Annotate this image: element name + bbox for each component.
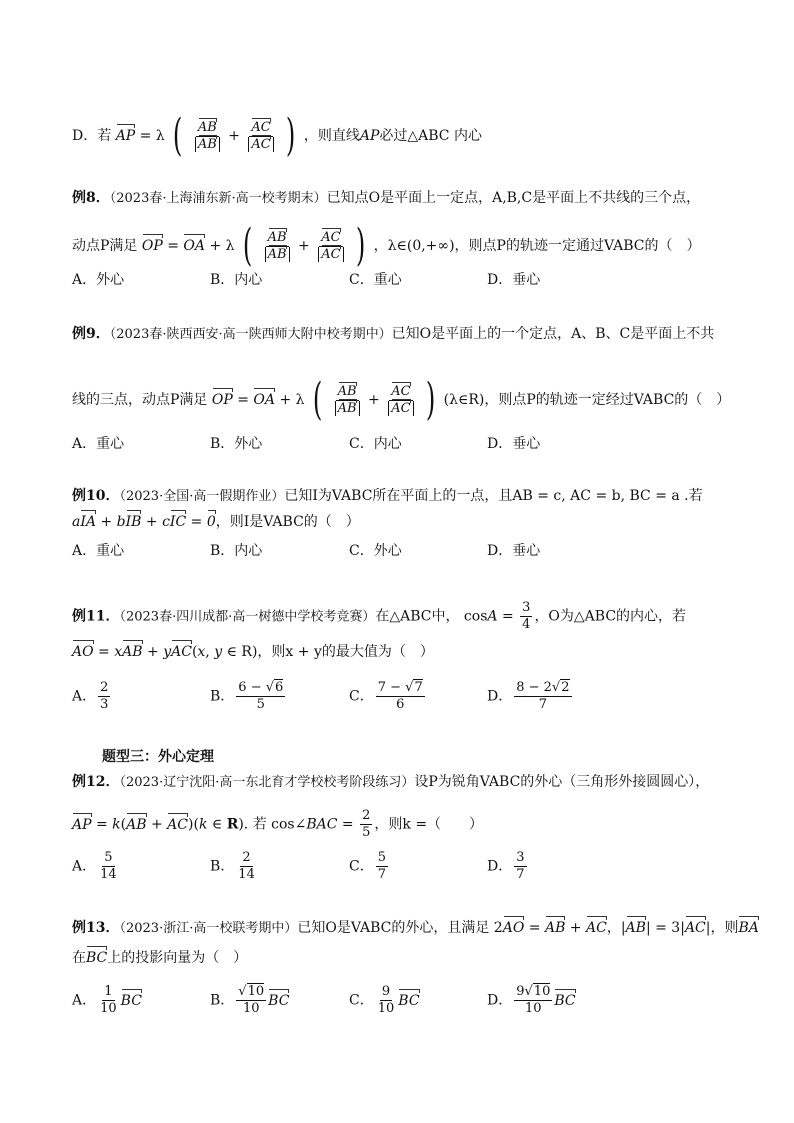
ex8-line2: 动点P满足 OP = OA + λ ( $\frac{AB}{AB}$ + $\frac{AC}{AC}$ ) ，λ∈(0,+∞)，则点P的轨迹一定通过VABC的（ ） xyxy=(72,220,701,271)
ex9-line2: 线的三点，动点P满足 OP = OA + λ ( $\frac{AB}{AB}$ + $\frac{AC}{AC}$ ) (λ∈R)，则点P的轨迹一定经过VABC的（ ） xyxy=(72,374,731,425)
ex11-option-b[interactable]: B． $\frac{6 - √6}{5}$ xyxy=(210,680,284,712)
ex13-option-d[interactable]: D． $\frac{9√10}{10}$ BC xyxy=(487,984,576,1016)
ex8-option-c[interactable]: C．重心 xyxy=(349,272,402,288)
ex10-text2: ，则I是VABC的（ ） xyxy=(215,514,360,530)
option-d-label: D．若 xyxy=(72,128,112,144)
ex11-text1: 在△ABC中， xyxy=(375,608,460,625)
ex9-label: 例9． xyxy=(72,326,110,342)
ex9-option-b[interactable]: B．外心 xyxy=(210,436,263,452)
ex9-option-d[interactable]: D．垂心 xyxy=(487,436,541,452)
ex13-option-a[interactable]: A． $\frac{1}{10}$ BC xyxy=(72,984,142,1016)
ex12-label: 例12． xyxy=(72,774,120,790)
ex13-source: （2023·浙江·高一校联考期中） xyxy=(119,921,298,936)
ex11-line2: AO = xAB + yAC(x, y ∈ R)，则x + y的最大值为（ ） xyxy=(72,644,434,660)
ex10-source: （2023·全国·高一假期作业） xyxy=(119,489,285,504)
ex8-source: （2023春·上海浦东新·高一校考期末） xyxy=(109,191,327,206)
ex12-option-d[interactable]: D． $\frac{3}{7}$ xyxy=(487,850,525,882)
ex10-option-a[interactable]: A．重心 xyxy=(72,543,125,559)
ex13-text1: 已知O是VABC的外心，且满足 xyxy=(297,920,490,936)
option-d-end: 必过△ABC 内心 xyxy=(379,128,482,144)
ex13-label: 例13． xyxy=(72,920,120,936)
ex9-option-c[interactable]: C．内心 xyxy=(349,436,402,452)
math-vector-ap: AP xyxy=(115,128,136,144)
fraction-ab: $\frac{AB}{AB}$ xyxy=(193,120,222,153)
ex8-option-a[interactable]: A．外心 xyxy=(72,272,125,288)
ex8-text2: 动点P满足 xyxy=(72,238,138,254)
ex13-option-b[interactable]: B． $\frac{√10}{10}$ BC xyxy=(210,984,290,1016)
ex11-text1b: ，O为△ABC的内心，若 xyxy=(534,608,687,625)
ex10-line1 xyxy=(72,486,703,507)
ex8-option-b[interactable]: B．内心 xyxy=(210,272,263,288)
option-d-line: D．若 AP = λ ( $\frac{AB}{AB}$ + $\frac{AC}{AC}$ ) ，则直线AP必过△ABC 内心 xyxy=(72,110,482,161)
ex9-line1 xyxy=(72,324,714,345)
line-ap: AP xyxy=(359,128,380,144)
ex9-text2: 线的三点，动点P满足 xyxy=(72,392,208,408)
ex12-text3: ，则k =（ ） xyxy=(374,816,484,833)
ex13-option-c[interactable]: C． $\frac{9}{10}$ BC xyxy=(349,984,420,1016)
ex12-option-c[interactable]: C． $\frac{5}{7}$ xyxy=(349,850,386,882)
ex10-label: 例10． xyxy=(72,488,120,504)
ex11-label: 例11． xyxy=(72,608,120,625)
ex9-text1: 已知O是平面上的一个定点，A、B、C是平面上不共 xyxy=(391,326,715,342)
ex8-label: 例8． xyxy=(72,190,110,206)
ex8-option-d[interactable]: D．垂心 xyxy=(487,272,541,288)
section-heading-type3: 题型三：外心定理 xyxy=(102,749,214,765)
ex12-text2: . 若 xyxy=(243,816,267,833)
ex10-line2: aIA + bIB + cIC = 0，则I是VABC的（ ） xyxy=(72,514,360,530)
ex8-text1: 已知点O是平面上一定点，A,B,C是平面上不共线的三个点， xyxy=(326,190,701,206)
paren-left: ( xyxy=(173,110,183,161)
ex10-option-d[interactable]: D．垂心 xyxy=(487,543,541,559)
ex9-text3: (λ∈R)，则点P的轨迹一定经过VABC的（ ） xyxy=(443,392,731,408)
ex12-text1: 设P为锐角VABC的外心（三角形外接圆圆心）， xyxy=(414,774,710,790)
ex9-option-a[interactable]: A．重心 xyxy=(72,436,125,452)
ex8-text3: ，λ∈(0,+∞)，则点P的轨迹一定通过VABC的（ ） xyxy=(373,238,701,254)
option-d-text: ，则直线 xyxy=(303,128,360,144)
ex10-text1: 已知I为VABC所在平面上的一点，且AB = c, AC = b, BC = a .若 xyxy=(284,488,703,504)
ex11-option-c[interactable]: C． $\frac{7 - √7}{6}$ xyxy=(349,680,423,712)
fraction-ac: $\frac{AC}{AC}$ xyxy=(246,120,275,153)
ex13-text2: 在 xyxy=(72,950,86,966)
ex11-option-d[interactable]: D． $\frac{8 - 2√2}{7}$ xyxy=(487,680,570,712)
ex13-text2b: 上的投影向量为（ ） xyxy=(107,950,248,966)
ex11-line1: 例11．（2023春·四川成都·高一树德中学校考竞赛）在△ABC中， cosA = $\frac{3}{4}$ ，O为△ABC的内心，若 xyxy=(72,600,687,632)
ex12-option-a[interactable]: A． $\frac{5}{14}$ xyxy=(72,850,117,882)
ex13-text1b: ，则 xyxy=(710,920,739,936)
ex11-text2: ，则x + y的最大值为（ ） xyxy=(257,644,434,660)
paren-right: ) xyxy=(286,110,296,161)
ex12-line1 xyxy=(72,772,709,793)
ex10-option-c[interactable]: C．外心 xyxy=(349,543,402,559)
ex11-option-a[interactable]: A． $\frac{2}{3}$ xyxy=(72,680,109,712)
ex12-source: （2023·辽宁沈阳·高一东北育才学校校考阶段练习） xyxy=(119,775,415,790)
ex8-line1 xyxy=(72,188,700,209)
ex12-line2: AP = k(AB + AC)(k ∈ R). 若 cos∠BAC = $\frac{2}{5}$ ，则k =（ ） xyxy=(72,808,484,840)
ex9-source: （2023春·陕西西安·高一陕西师大附中校考期中） xyxy=(109,327,392,342)
ex10-option-b[interactable]: B．内心 xyxy=(210,543,263,559)
ex13-line1: 例13．（2023·浙江·高一校联考期中）已知O是VABC的外心，且满足 2AO = AB + AC，|AB| = 3|AC|，则BA xyxy=(72,920,759,936)
ex12-option-b[interactable]: B． $\frac{2}{14}$ xyxy=(210,850,255,882)
ex11-source: （2023春·四川成都·高一树德中学校考竞赛） xyxy=(119,609,376,625)
ex13-line2: 在BC上的投影向量为（ ） xyxy=(72,950,248,966)
